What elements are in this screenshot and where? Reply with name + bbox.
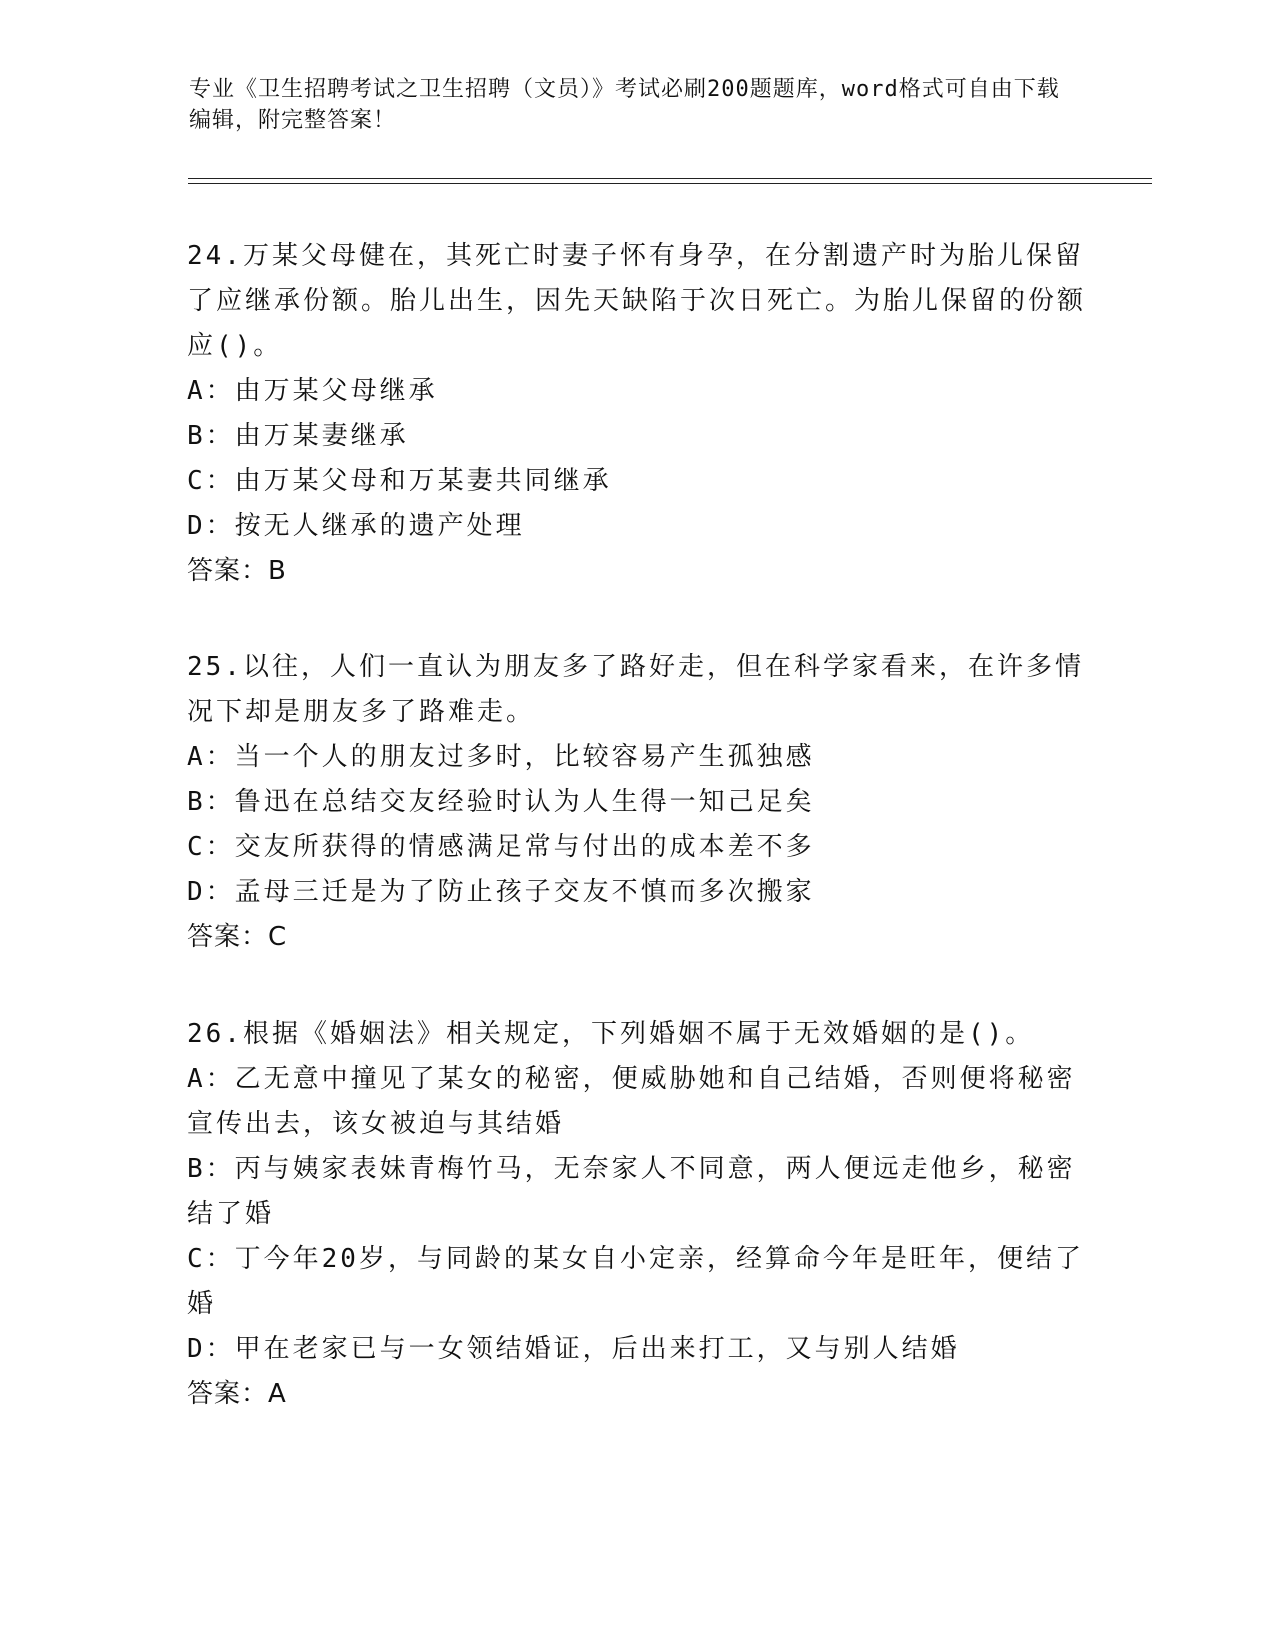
option-a: A：当一个人的朋友过多时，比较容易产生孤独感: [187, 742, 815, 772]
answer-line: 答案：B: [187, 556, 287, 586]
option-c: C：由万某父母和万某妻共同继承: [187, 466, 612, 496]
option-c: C：交友所获得的情感满足常与付出的成本差不多: [187, 832, 815, 862]
question-25: [187, 645, 1087, 960]
document-header: 专业《卫生招聘考试之卫生招聘（文员）》考试必刷200题题库，word格式可自由下载编辑，附完整答案！: [189, 77, 1060, 133]
answer-line: 答案：A: [187, 1379, 287, 1409]
header-divider-top: [188, 178, 1152, 179]
question-26: [187, 1012, 1087, 1417]
answer-line: 答案：C: [187, 922, 288, 952]
option-d: D：孟母三迁是为了防止孩子交友不慎而多次搬家: [187, 877, 815, 907]
option-d: D：按无人继承的遗产处理: [187, 511, 525, 541]
question-24: [187, 234, 1087, 594]
option-d: D：甲在老家已与一女领结婚证，后出来打工，又与别人结婚: [187, 1334, 960, 1364]
question-stem: 26.根据《婚姻法》相关规定，下列婚姻不属于无效婚姻的是()。: [187, 1019, 1035, 1049]
question-stem: 25.以往，人们一直认为朋友多了路好走，但在科学家看来，在许多情况下却是朋友多了路难走。: [187, 652, 1084, 727]
header-divider-bottom: [188, 183, 1152, 184]
option-b: B：丙与姨家表妹青梅竹马，无奈家人不同意，两人便远走他乡，秘密结了婚: [187, 1154, 1076, 1229]
option-c: C：丁今年20岁，与同龄的某女自小定亲，经算命今年是旺年，便结了婚: [187, 1244, 1084, 1319]
option-b: B：鲁迅在总结交友经验时认为人生得一知己足矣: [187, 787, 815, 817]
option-a: A：乙无意中撞见了某女的秘密，便威胁她和自己结婚，否则便将秘密宣传出去，该女被迫与其结婚: [187, 1064, 1076, 1139]
option-b: B：由万某妻继承: [187, 421, 409, 451]
question-stem: 24.万某父母健在，其死亡时妻子怀有身孕，在分割遗产时为胎儿保留了应继承份额。胎儿出生，因先天缺陷于次日死亡。为胎儿保留的份额应()。: [187, 241, 1087, 361]
option-a: A：由万某父母继承: [187, 376, 438, 406]
